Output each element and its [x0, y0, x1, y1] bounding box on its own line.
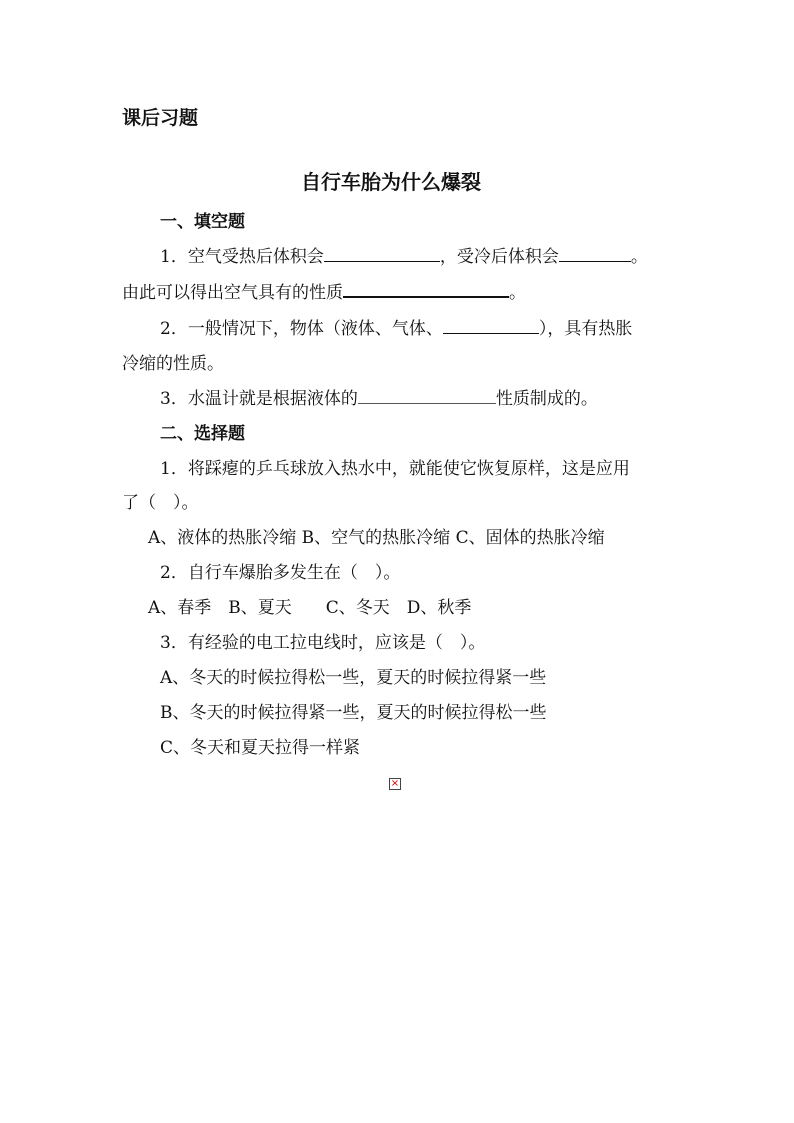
fill-q2-text-b: ），具有热胀	[538, 319, 633, 339]
choice-question-3-option-a: A、冬天的时候拉得松一些，夏天的时候拉得紧一些	[160, 668, 547, 688]
fill-question-2-line-1	[160, 318, 632, 340]
answer-blank[interactable]	[443, 319, 539, 334]
fill-q1-text-b: ，受冷后体积会	[439, 247, 559, 267]
choice-question-2-options: A、春季 B、夏天 C、冬天 D、秋季	[148, 598, 472, 618]
broken-image-icon: ×	[390, 778, 400, 789]
fill-q1-text-e: 。	[509, 283, 526, 303]
section-heading-choice: 二、选择题	[160, 424, 245, 444]
choice-question-1-line-1: 1．将踩瘪的乒乓球放入热水中，就能使它恢复原样，这是应用	[160, 459, 630, 479]
choice-question-1-options: A、液体的热胀冷缩 B、空气的热胀冷缩 C、固体的热胀冷缩	[148, 528, 605, 548]
header-label: 课后习题	[122, 107, 199, 129]
answer-blank[interactable]	[358, 389, 496, 404]
choice-question-2: 2．自行车爆胎多发生在（ ）。	[160, 563, 401, 583]
choice-question-3-option-c: C、冬天和夏天拉得一样紧	[160, 738, 361, 758]
fill-question-1-line-1	[160, 246, 648, 268]
fill-question-1-line-2	[122, 282, 526, 304]
choice-question-3: 3．有经验的电工拉电线时，应该是（ ）。	[160, 633, 486, 653]
answer-blank[interactable]	[324, 247, 440, 262]
choice-question-3-option-b: B、冬天的时候拉得紧一些，夏天的时候拉得松一些	[160, 703, 547, 723]
answer-blank[interactable]	[559, 247, 631, 262]
answer-blank[interactable]	[343, 282, 509, 298]
section-heading-fill-blank: 一、填空题	[160, 212, 245, 232]
fill-question-3	[160, 388, 598, 410]
page-title: 自行车胎为什么爆裂	[301, 170, 481, 194]
fill-q1-text-c: 。	[630, 247, 648, 267]
choice-question-1-line-2: 了（ ）。	[122, 493, 199, 513]
fill-question-2-line-2: 冷缩的性质。	[122, 354, 224, 374]
fill-q1-text-d: 由此可以得出空气具有的性质	[122, 283, 343, 303]
fill-q1-text-a: 1．空气受热后体积会	[160, 247, 324, 267]
fill-q2-text-a: 2．一般情况下，物体（液体、气体、	[160, 319, 443, 339]
fill-q3-text-b: 性质制成的。	[495, 389, 598, 409]
fill-q3-text-a: 3．水温计就是根据液体的	[160, 389, 358, 409]
